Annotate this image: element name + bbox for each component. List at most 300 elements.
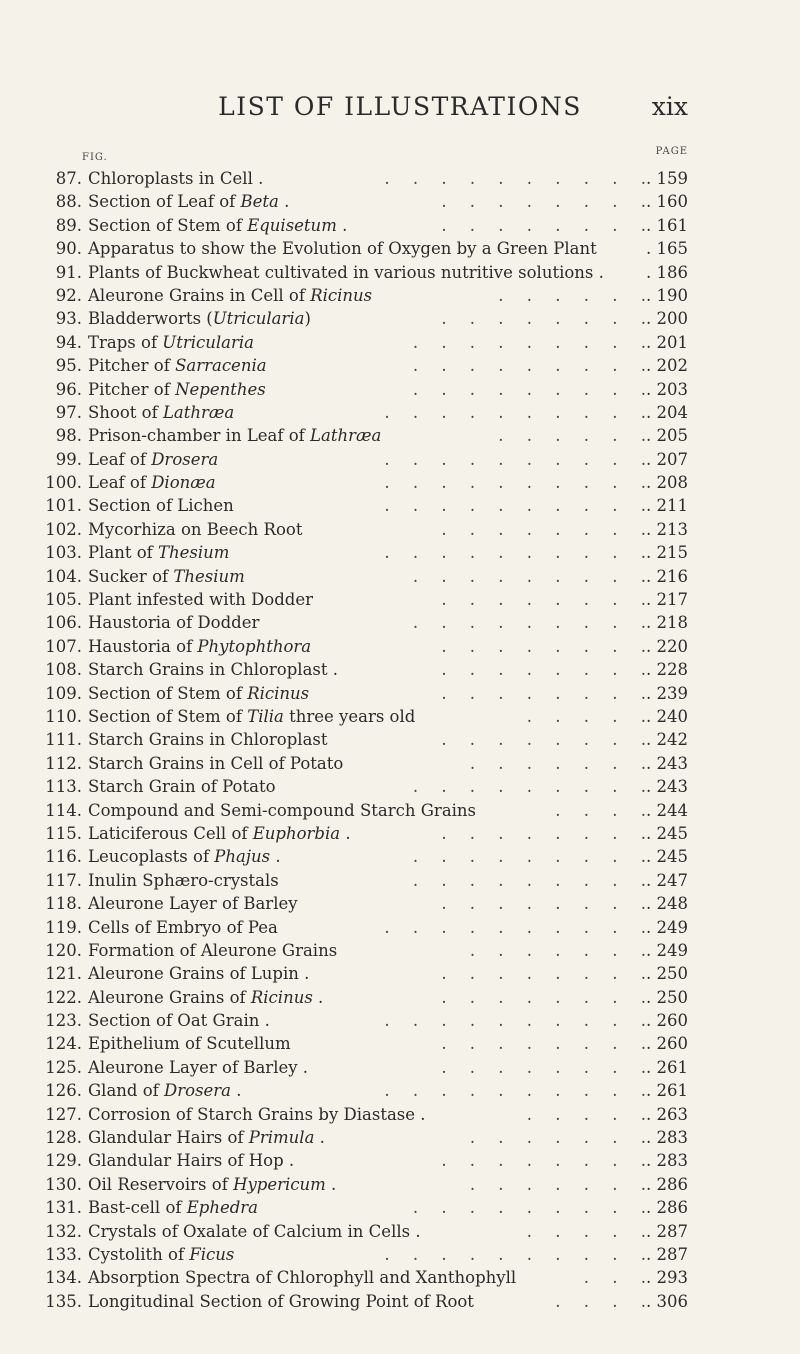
dot-leader: . . . . . . . . . [412,1198,655,1218]
figure-number: 118. [45,894,82,914]
figure-number: 126. [45,1081,82,1101]
dot-leader: . . . . . . . . . [412,847,655,867]
caption-italic: Dionæa [151,473,216,493]
page-reference: . 220 [646,636,688,656]
caption-text: Starch Grains in Cell of Potato [88,753,344,773]
figure-caption [88,658,338,681]
figure-number: 132. [45,1221,82,1241]
figure-caption [88,705,415,728]
page-reference: . 293 [646,1268,688,1288]
list-item [0,775,800,798]
caption-text: Starch Grains in Chloroplast [88,730,328,750]
figure-caption [88,845,281,868]
list-item [0,1009,800,1032]
page-reference: . 215 [646,543,688,563]
page-reference: . 201 [646,332,688,352]
caption-text: Gland of [88,1081,165,1101]
caption-italic: Ephedra [186,1198,259,1218]
dot-leader: . . . . . . . . . . [384,1081,655,1101]
page-reference: . 204 [646,402,688,422]
dot-leader: . . . . . . . . [441,636,655,656]
figure-caption [88,869,279,892]
figure-number: 128. [45,1128,82,1148]
caption-italic: Hypericum [233,1174,326,1194]
page-reference: . 244 [646,800,688,820]
caption-italic: Tilia [247,706,284,726]
caption-text: Starch Grains in Chloroplast . [88,660,338,680]
dot-leader: . . . . [555,1291,655,1311]
caption-text: Chloroplasts in Cell . [88,169,264,188]
list-item [0,705,800,728]
figure-number: 127. [45,1104,82,1124]
list-item [0,284,800,307]
page-reference: . 208 [646,473,688,493]
figure-caption [88,401,234,424]
figure-number: 125. [45,1057,82,1077]
list-item [0,378,800,401]
caption-text: Starch Grain of Potato [88,777,276,797]
list-item [0,939,800,962]
caption-text: Corrosion of Starch Grains by Diastase . [88,1104,426,1124]
caption-text: Section of Oat Grain . [88,1011,270,1031]
figure-number: 97. [55,402,82,422]
figure-number: 122. [45,987,82,1007]
dot-leader: . . . . . . . . . . [384,449,655,469]
dot-leader: . . . . . [526,1104,655,1124]
caption-text: Cells of Embryo of Pea [88,917,278,937]
page-reference: . 218 [646,613,688,633]
page-reference: . 186 [646,262,688,282]
dot-leader: . . . . . . . [469,940,655,960]
page-reference: . 249 [646,940,688,960]
figure-caption [88,635,311,658]
caption-text: Oil Reservoirs of [88,1174,234,1194]
figure-caption [88,1056,308,1079]
dot-leader: . . . . . [526,1221,655,1241]
figure-caption [88,822,351,845]
dot-leader: . . . . . . . . . [412,379,655,399]
caption-text: Pitcher of [88,356,176,376]
dot-leader: . . . . . . . . [441,1057,655,1077]
caption-text: Section of Stem of [88,683,248,703]
page-reference: . 159 [646,169,688,188]
dot-leader: . . . . . . . . [441,519,655,539]
list-item [0,1196,800,1219]
figure-number: 121. [45,964,82,984]
list-item [0,541,800,564]
figure-caption [88,1196,258,1219]
caption-text: Glandular Hairs of Hop . [88,1151,295,1171]
list-item [0,1032,800,1055]
list-item [0,237,800,260]
page-reference: . 247 [646,870,688,890]
caption-text: Prison-chamber in Leaf of [88,426,311,446]
page-reference: . 205 [646,426,688,446]
figure-number: 100. [45,473,82,493]
caption-italic: Lathræa [310,426,382,446]
caption-text: Apparatus to show the Evolution of Oxygen by a Green Plant [88,239,597,259]
dot-leader: . . . . . . . . [441,309,655,329]
dot-leader: . . . . . . [498,426,655,446]
list-item [0,1103,800,1126]
caption-text: . [336,215,348,235]
dot-leader: . . . . . . . . [441,823,655,843]
figure-number: 108. [45,660,82,680]
caption-italic: Drosera [164,1081,232,1101]
caption-text: Section of Leaf of [88,192,241,212]
list-item [0,1173,800,1196]
page-reference: . 217 [646,590,688,610]
figure-number: 114. [45,800,82,820]
dot-leader: . . . . . . . . . [412,613,655,633]
dot-leader: . . . . . . . . . [412,332,655,352]
figure-caption [88,1126,325,1149]
dot-leader: . . . . . . . [469,753,655,773]
caption-text: Shoot of [88,402,163,422]
caption-text: Pitcher of [88,379,176,399]
page-reference: . 240 [646,706,688,726]
caption-text: three years old [283,706,416,726]
figure-caption [88,1032,291,1055]
dot-leader: . . . . . . . . [441,683,655,703]
caption-text: Bast-cell of [88,1198,187,1218]
list-item [0,869,800,892]
page-reference: . 306 [646,1291,688,1311]
page-reference: . 207 [646,449,688,469]
caption-italic: Utricularia [162,332,254,352]
figure-caption [88,1266,516,1289]
caption-italic: Equisetum [247,215,337,235]
figure-caption [88,799,476,822]
figure-number: 94. [55,332,82,352]
page-number: xix [651,92,688,121]
caption-italic: Phajus [214,847,271,867]
figure-number: 124. [45,1034,82,1054]
page-reference: . 283 [646,1128,688,1148]
dot-leader: . . . . . . [498,285,655,305]
figure-caption [88,1290,474,1313]
dot-leader: . . . . . . . . [441,1151,655,1171]
figure-number: 107. [45,636,82,656]
figure-caption [88,1009,270,1032]
figure-caption [88,986,323,1009]
figure-number: 88. [55,192,82,212]
caption-text: Haustoria of Dodder [88,613,260,633]
caption-text: Leaf of [88,473,152,493]
caption-italic: Lathræa [162,402,235,422]
caption-italic: Nepenthes [175,379,266,399]
caption-italic: Thesium [158,543,230,563]
caption-text: Aleurone Grains of [88,987,251,1007]
dot-leader: . . . . . . . . . . [384,1244,655,1264]
figure-number: 120. [45,940,82,960]
figure-caption [88,1149,294,1172]
figure-caption [88,1103,426,1126]
list-item [0,167,800,190]
figure-caption [88,494,234,517]
dot-leader: . . . . . . . . [441,192,655,212]
list-item [0,190,800,213]
figure-number: 101. [45,496,82,516]
caption-text: Leaf of [88,449,152,469]
figure-number: 99. [55,449,82,469]
caption-text: . [270,847,281,867]
caption-text: Sucker of [88,566,174,586]
page-reference: . 260 [646,1034,688,1054]
page-header [0,92,800,132]
figure-number: 89. [55,215,82,235]
page-reference: . 287 [646,1244,688,1264]
caption-italic: Euphorbia [252,823,341,843]
caption-text: . [312,987,324,1007]
list-item [0,588,800,611]
list-item [0,752,800,775]
page-reference: . 211 [646,496,688,516]
caption-text: Section of Stem of [88,215,248,235]
caption-text: Traps of [88,332,163,352]
dot-leader: . . . . . . . . [441,660,655,680]
page-reference: . 213 [646,519,688,539]
dot-leader: . . . . . . . . . . [384,473,655,493]
page-reference: . 286 [646,1174,688,1194]
figure-number: 123. [45,1011,82,1031]
page-reference: . 160 [646,192,688,212]
figure-number: 129. [45,1151,82,1171]
caption-text: Aleurone Grains in Cell of [88,285,311,305]
page-reference: . 161 [646,215,688,235]
figure-caption [88,190,289,213]
caption-text: Aleurone Layer of Barley [88,894,298,914]
page-column-label: PAGE [655,146,688,157]
list-item [0,916,800,939]
figure-caption [88,1243,234,1266]
dot-leader: . . . . . . . [469,1174,655,1194]
list-item [0,448,800,471]
caption-text: Section of Stem of [88,706,248,726]
figure-caption [88,775,276,798]
figure-number: 113. [45,777,82,797]
caption-italic: Primula [248,1128,315,1148]
caption-text: Leucoplasts of [88,847,215,867]
caption-text: Plant infested with Dodder [88,590,314,610]
dot-leader: . . . . . . . . . [412,870,655,890]
figure-caption [88,424,381,447]
figure-caption [88,916,278,939]
page-reference: . 249 [646,917,688,937]
figure-number: 109. [45,683,82,703]
dot-leader: . . . . . . . . . [412,566,655,586]
page-reference: . 243 [646,777,688,797]
list-item [0,331,800,354]
figure-number: 90. [55,239,82,259]
figure-caption [88,518,302,541]
list-item [0,1266,800,1289]
figure-caption [88,1220,421,1243]
page-reference: . 286 [646,1198,688,1218]
dot-leader: . . . . . . . . . . [384,169,655,188]
page-reference: . 190 [646,285,688,305]
figure-number: 115. [45,823,82,843]
caption-text: Laticiferous Cell of [88,823,253,843]
caption-text: Mycorhiza on Beech Root [88,519,303,539]
list-item [0,354,800,377]
caption-italic: Beta [240,192,279,212]
figure-number: 131. [45,1198,82,1218]
illustration-list [0,167,800,1313]
caption-text: Haustoria of [88,636,198,656]
list-item [0,494,800,517]
caption-text: . [231,1081,242,1101]
caption-text: Bladderworts ( [88,309,213,329]
dot-leader: . . . [583,1268,655,1288]
page-reference: . 245 [646,847,688,867]
figure-number: 130. [45,1174,82,1194]
list-item [0,518,800,541]
figure-number: 103. [45,543,82,563]
figure-caption [88,962,309,985]
dot-leader: . . . . . . . . . . [384,543,655,563]
figure-number: 119. [45,917,82,937]
figure-caption [88,284,372,307]
list-item [0,1243,800,1266]
figure-caption [88,1173,336,1196]
figure-number: 111. [45,730,82,750]
caption-text: Glandular Hairs of [88,1128,249,1148]
caption-text: . [314,1128,325,1148]
figure-number: 106. [45,613,82,633]
caption-text: Compound and Semi-compound Starch Grains [88,800,477,820]
caption-text: . [340,823,351,843]
dot-leader: . . . . . . . . [441,964,655,984]
figure-number: 93. [55,309,82,329]
dot-leader: . . . . . . . . [441,894,655,914]
page-reference: . 202 [646,356,688,376]
figure-number: 117. [45,870,82,890]
list-item [0,799,800,822]
figure-number: 92. [55,285,82,305]
figure-caption [88,354,267,377]
page-reference: . 248 [646,894,688,914]
caption-italic: Utricularia [212,309,305,329]
caption-text: Aleurone Layer of Barley . [88,1057,309,1077]
figure-caption [88,565,245,588]
figure-caption [88,331,254,354]
page-reference: . 200 [646,309,688,329]
list-item [0,728,800,751]
page-reference: . 260 [646,1011,688,1031]
page-reference: . 216 [646,566,688,586]
caption-text: . [278,192,290,212]
figure-caption [88,261,604,284]
caption-text: Crystals of Oxalate of Calcium in Cells . [88,1221,421,1241]
figure-caption [88,167,263,190]
list-item [0,658,800,681]
caption-text: Formation of Aleurone Grains [88,940,338,960]
caption-text: Cystolith of [88,1244,190,1264]
dot-leader: . . . . [555,800,655,820]
list-item [0,1079,800,1102]
figure-caption [88,307,311,330]
dot-leader: . . . . . . . . [441,730,655,750]
figure-number: 102. [45,519,82,539]
figure-caption [88,237,597,260]
caption-italic: Ficus [189,1244,235,1264]
caption-text: Plant of [88,543,159,563]
dot-leader: . . . . . . . . . . [384,402,655,422]
list-item [0,611,800,634]
page-reference: . 165 [646,239,688,259]
figure-caption [88,939,337,962]
caption-italic: Ricinus [247,683,310,703]
dot-leader: . . . . . . . . [441,590,655,610]
caption-text: Inulin Sphæro-crystals [88,870,279,890]
page-reference: . 243 [646,753,688,773]
page-reference: . 250 [646,987,688,1007]
dot-leader: . . . . . . . . . . [384,1011,655,1031]
caption-text: Section of Lichen [88,496,234,516]
caption-text: ) [304,309,311,329]
list-item [0,845,800,868]
column-headers [0,146,800,164]
figure-caption [88,588,313,611]
dot-leader: . . . . . . . . . [412,777,655,797]
caption-text: Aleurone Grains of Lupin . [88,964,310,984]
list-item [0,1290,800,1313]
figure-number: 104. [45,566,82,586]
figure-number: 134. [45,1268,82,1288]
caption-italic: Phytophthora [197,636,312,656]
figure-number: 95. [55,356,82,376]
figure-caption [88,611,259,634]
figure-number: 96. [55,379,82,399]
figure-number: 135. [45,1291,82,1311]
caption-text: Absorption Spectra of Chlorophyll and Xanthophyll [88,1268,517,1288]
list-item [0,1220,800,1243]
figure-number: 116. [45,847,82,867]
dot-leader: . . . . . . . . [441,987,655,1007]
page-reference: . 203 [646,379,688,399]
list-item [0,214,800,237]
figure-number: 110. [45,706,82,726]
page-reference: . 228 [646,660,688,680]
figure-number: 87. [55,169,82,188]
dot-leader: . . . . . . . [469,1128,655,1148]
list-item [0,1149,800,1172]
figure-caption [88,378,266,401]
list-item [0,401,800,424]
caption-italic: Ricinus [250,987,313,1007]
figure-number: 112. [45,753,82,773]
dot-leader: . . . . . . . . . . [384,496,655,516]
caption-italic: Thesium [173,566,245,586]
list-item [0,1056,800,1079]
list-item [0,471,800,494]
figure-caption [88,471,216,494]
list-item [0,424,800,447]
list-item [0,986,800,1009]
page-reference: . 245 [646,823,688,843]
figure-caption [88,541,229,564]
page-title: LIST OF ILLUSTRATIONS [218,92,582,121]
figure-number: 133. [45,1244,82,1264]
figure-caption [88,448,218,471]
figure-number: 105. [45,590,82,610]
figure-number: 91. [55,262,82,282]
list-item [0,822,800,845]
fig-column-label: FIG. [82,152,108,163]
figure-caption [88,1079,242,1102]
caption-text: Longitudinal Section of Growing Point of Root [88,1291,474,1311]
